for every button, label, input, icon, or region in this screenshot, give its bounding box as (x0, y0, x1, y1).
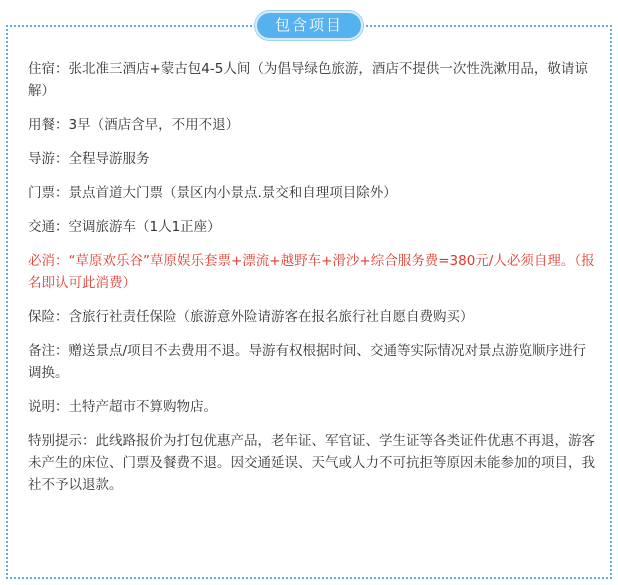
item-insurance: 保险：含旅行社责任保险（旅游意外险请游客在报名旅行社自愿自费购买） (28, 309, 474, 325)
item-meals: 用餐：3早（酒店含早，不用不退） (28, 117, 240, 133)
item-accommodation: 住宿：张北准三酒店+蒙古包4-5人间（为倡导绿色旅游，酒店不提供一次性洗漱用品，敬请谅解） (28, 61, 588, 99)
item-guide: 导游：全程导游服务 (28, 151, 150, 167)
item-note: 说明：土特产超市不算购物店。 (28, 399, 217, 415)
item-remarks: 备注：赠送景点/项目不去费用不退。导游有权根据时间、交通等实际情况对景点游览顺序进行调换。 (28, 343, 587, 381)
included-items-list (28, 58, 598, 508)
item-transport: 交通：空调旅游车（1人1正座） (28, 219, 221, 235)
section-title: 包含项目 (255, 11, 363, 40)
item-tickets: 门票：景点首道大门票（景区内小景点.景交和自理项目除外） (28, 185, 397, 201)
item-mandatory-fee: 必消：“草原欢乐谷”草原娱乐套票+漂流+越野车+滑沙+综合服务费=380元/人必须自理。（报名即认可此消费） (28, 253, 595, 291)
item-special-notice: 特别提示：此线路报价为打包优惠产品，老年证、军官证、学生证等各类证件优惠不再退，游客未产生的床位、门票及餐费不退。因交通延误、天气或人力不可抗拒等原因未能参加的项目，我社不予以退款。 (28, 433, 595, 493)
